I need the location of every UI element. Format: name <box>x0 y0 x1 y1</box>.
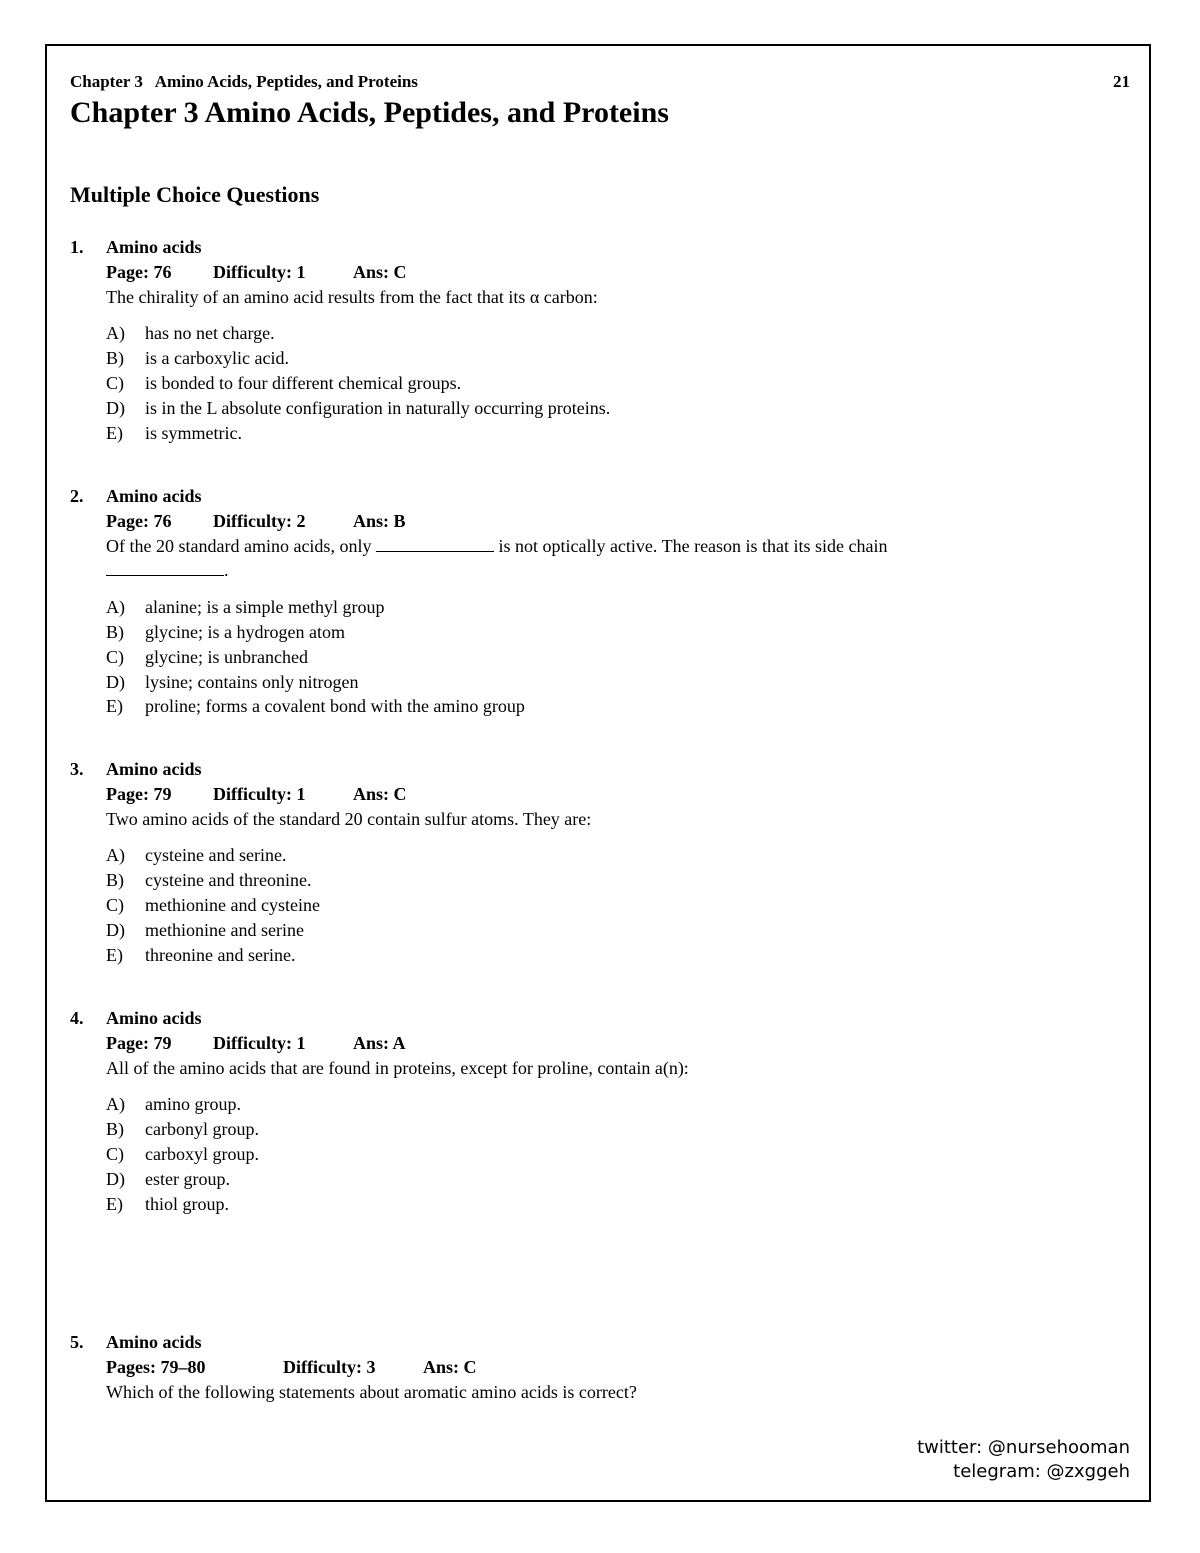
question-text: The chirality of an amino acid results from the fact that its α carbon: <box>106 286 598 307</box>
choice-b: B) glycine; is a hydrogen atom <box>106 621 345 642</box>
question-topic: Amino acids <box>106 237 202 257</box>
question-topic: Amino acids <box>106 1332 202 1352</box>
running-title: Chapter 3 Amino Acids, Peptides, and Proteins <box>70 72 418 91</box>
choice-a: A) cysteine and serine. <box>106 845 287 866</box>
choice-b: B) carbonyl group. <box>106 1119 259 1140</box>
choice-c: C) methionine and cysteine <box>106 894 320 915</box>
choice-d: D) methionine and serine <box>106 919 304 940</box>
telegram-handle: telegram: @zxggeh <box>953 1461 1130 1482</box>
twitter-handle: twitter: @nursehooman <box>917 1437 1130 1458</box>
choice-b: B) cysteine and threonine. <box>106 870 312 891</box>
choice-d: D) lysine; contains only nitrogen <box>106 671 359 692</box>
choice-c: C) glycine; is unbranched <box>106 646 308 667</box>
question-text: All of the amino acids that are found in proteins, except for proline, contain a(n): <box>106 1057 689 1078</box>
question-answer: Ans: A <box>353 1032 406 1053</box>
question-meta <box>106 1355 1130 1380</box>
question-difficulty: Difficulty: 2 <box>213 510 306 531</box>
question-answer: Ans: B <box>353 510 406 531</box>
choice-e: E) proline; forms a covalent bond with the amino group <box>106 696 525 717</box>
choice-a: A) has no net charge. <box>106 323 275 344</box>
question-text: Which of the following statements about aromatic amino acids is correct? <box>106 1381 637 1402</box>
question-topic: Amino acids <box>106 486 202 506</box>
question-page: Page: 79 <box>106 783 172 804</box>
running-header <box>70 72 1130 94</box>
question-difficulty: Difficulty: 1 <box>213 261 306 282</box>
choice-e: E) is symmetric. <box>106 422 242 443</box>
question-difficulty: Difficulty: 1 <box>213 783 306 804</box>
question-difficulty: Difficulty: 1 <box>213 1032 306 1053</box>
choice-c: C) is bonded to four different chemical groups. <box>106 372 462 393</box>
question-number: 3. <box>70 759 84 779</box>
question-meta <box>106 509 1130 534</box>
question-meta <box>106 1031 1130 1056</box>
question-page: Page: 76 <box>106 510 172 531</box>
choice-e: E) threonine and serine. <box>106 944 296 965</box>
question-number: 4. <box>70 1008 84 1028</box>
choice-b: B) is a carboxylic acid. <box>106 348 289 369</box>
page-number: 21 <box>1113 72 1130 91</box>
fill-in-blank <box>106 558 224 576</box>
choice-e: E) thiol group. <box>106 1193 229 1214</box>
question-text: Of the 20 standard amino acids, only is not optically active. The reason is that its side chain . <box>106 535 888 581</box>
question-text: Two amino acids of the standard 20 contain sulfur atoms. They are: <box>106 808 592 829</box>
choice-c: C) carboxyl group. <box>106 1143 259 1164</box>
question-page: Pages: 79–80 <box>106 1356 206 1377</box>
question-difficulty: Difficulty: 3 <box>283 1356 376 1377</box>
question-meta <box>106 260 1130 285</box>
section-heading: Multiple Choice Questions <box>70 182 320 207</box>
choice-a: A) alanine; is a simple methyl group <box>106 597 385 618</box>
fill-in-blank <box>376 534 494 552</box>
question-number: 2. <box>70 486 84 506</box>
choice-a: A) amino group. <box>106 1094 241 1115</box>
chapter-title: Chapter 3 Amino Acids, Peptides, and Proteins <box>70 96 669 129</box>
question-topic: Amino acids <box>106 759 202 779</box>
choice-d: D) is in the L absolute configuration in naturally occurring proteins. <box>106 397 611 418</box>
question-topic: Amino acids <box>106 1008 202 1028</box>
question-number: 5. <box>70 1332 84 1352</box>
question-answer: Ans: C <box>353 261 407 282</box>
question-page: Page: 79 <box>106 1032 172 1053</box>
question-meta <box>106 782 1130 807</box>
footer-contact <box>917 1436 1130 1484</box>
choice-d: D) ester group. <box>106 1168 230 1189</box>
question-number: 1. <box>70 237 84 257</box>
question-answer: Ans: C <box>423 1356 477 1377</box>
question-page: Page: 76 <box>106 261 172 282</box>
question-answer: Ans: C <box>353 783 407 804</box>
